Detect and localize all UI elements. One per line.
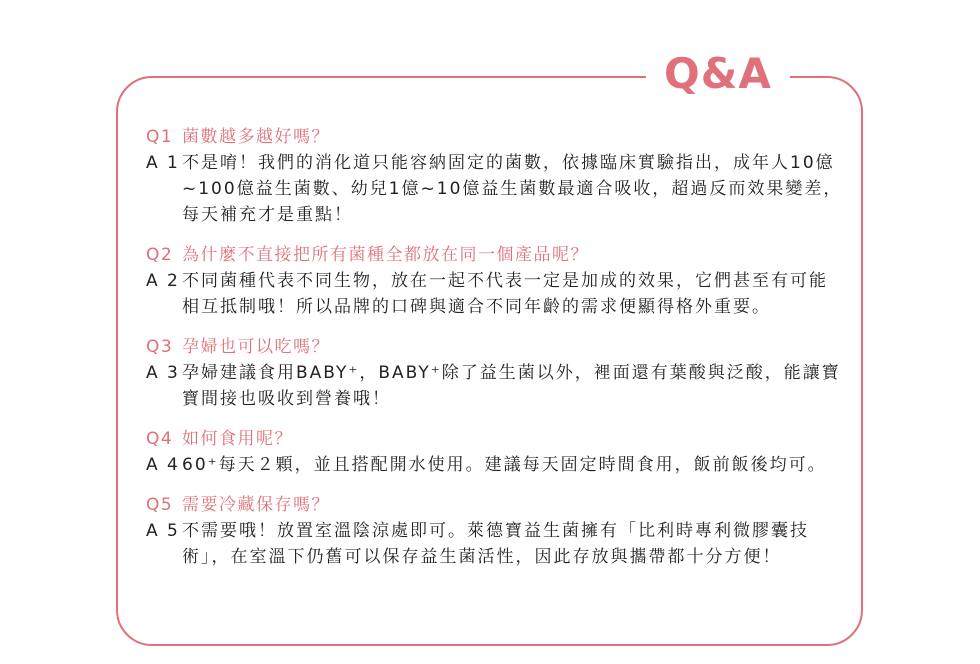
answer-number: A 3 xyxy=(146,363,180,383)
qa-item-2 xyxy=(146,242,846,320)
answer xyxy=(146,268,846,320)
qa-list xyxy=(146,124,846,584)
qa-title: Q&A xyxy=(664,49,772,98)
answer xyxy=(146,150,846,228)
question-number: Q5 xyxy=(146,495,174,515)
question-text: 如何食用呢？ xyxy=(182,429,293,449)
question-number: Q2 xyxy=(146,245,174,265)
answer-number: A 4 xyxy=(146,455,180,475)
answer xyxy=(146,518,846,570)
answer-text: 60⁺每天２顆，並且搭配開水使用。建議每天固定時間食用，飯前飯後均可。 xyxy=(182,455,827,475)
question xyxy=(146,492,846,518)
answer-text: 不需要哦！放置室溫陰涼處即可。萊德寶益生菌擁有「比利時專利微膠囊技術」，在室溫下仍舊可以保存益生菌活性，因此存放與攜帶都十分方便！ xyxy=(182,521,809,567)
question xyxy=(146,334,846,360)
question-text: 為什麼不直接把所有菌種全都放在同一個產品呢？ xyxy=(182,245,589,265)
answer-number: A 5 xyxy=(146,521,180,541)
answer-text: 孕婦建議食用BABY⁺，BABY⁺除了益生菌以外，裡面還有葉酸與泛酸，能讓寶寶間接也吸收到營養哦！ xyxy=(182,363,841,409)
question-number: Q3 xyxy=(146,337,174,357)
question xyxy=(146,124,846,150)
answer-number: A 2 xyxy=(146,271,180,291)
question-number: Q4 xyxy=(146,429,174,449)
qa-item-5 xyxy=(146,492,846,570)
question-text: 需要冷藏保存嗎？ xyxy=(182,495,330,515)
answer-number: A 1 xyxy=(146,153,180,173)
title-wrap xyxy=(646,48,790,100)
question-text: 孕婦也可以吃嗎？ xyxy=(182,337,330,357)
answer-text: 不同菌種代表不同生物，放在一起不代表一定是加成的效果，它們甚至有可能相互抵制哦！所以品牌的口碑與適合不同年齡的需求便顯得格外重要。 xyxy=(182,271,828,317)
question-number: Q1 xyxy=(146,127,174,147)
qa-item-4 xyxy=(146,426,846,478)
qa-item-3 xyxy=(146,334,846,412)
answer xyxy=(146,360,846,412)
answer-text: 不是唷！我們的消化道只能容納固定的菌數，依據臨床實驗指出，成年人10億~100億益生菌數、幼兒1億~10億益生菌數最適合吸收，超過反而效果變差，每天補充才是重點！ xyxy=(182,153,843,225)
question-text: 菌數越多越好嗎？ xyxy=(182,127,330,147)
answer xyxy=(146,452,846,478)
qa-item-1 xyxy=(146,124,846,228)
question xyxy=(146,242,846,268)
question xyxy=(146,426,846,452)
